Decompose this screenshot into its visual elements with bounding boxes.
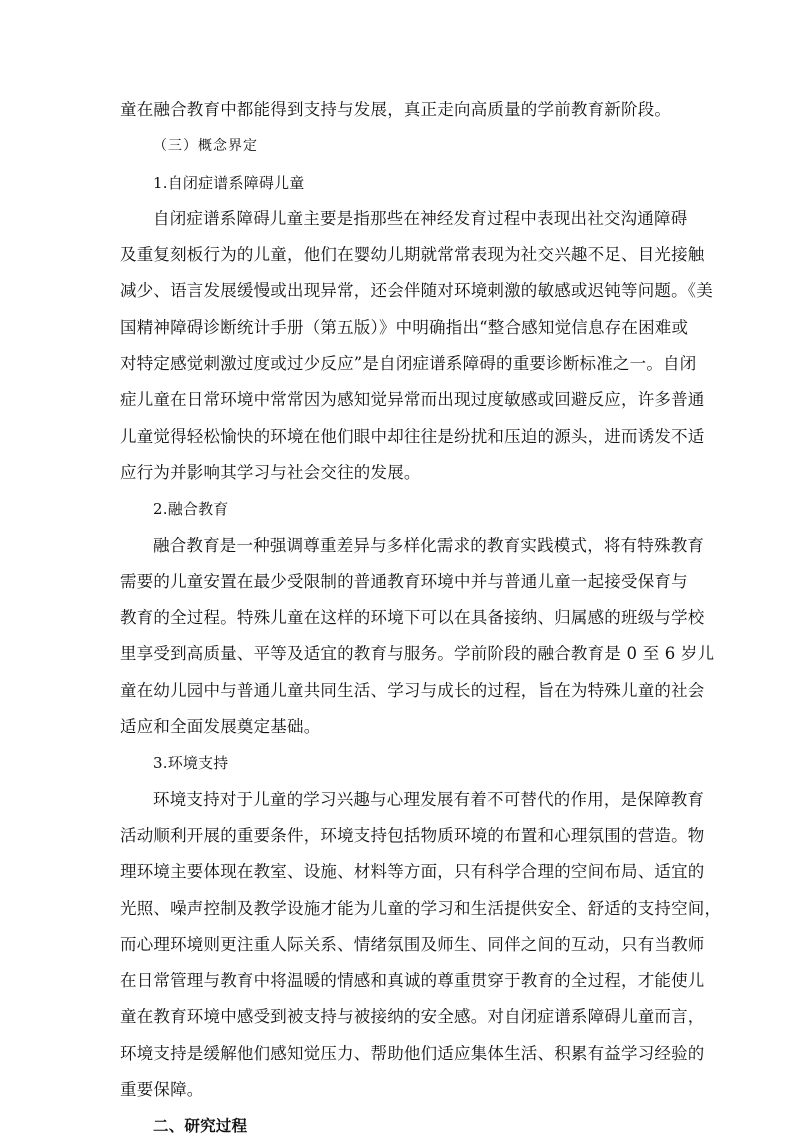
term-heading-inclusive-education: 2.融合教育: [153, 500, 229, 519]
paragraph-line: 在日常管理与教育中将温暖的情感和真诚的尊重贯穿于教育的全过程，才能使儿: [120, 971, 705, 991]
paragraph-line: 童在教育环境中感受到被支持与被接纳的安全感。对自闭症谱系障碍儿童而言，: [120, 1007, 705, 1027]
paragraph-line: 需要的儿童安置在最少受限制的普通教育环境中并与普通儿童一起接受保育与: [120, 571, 688, 591]
paragraph-line: 应行为并影响其学习与社会交往的发展。: [120, 462, 421, 482]
paragraph-line: 融合教育是一种强调尊重差异与多样化需求的教育实践模式，将有特殊教育: [153, 535, 705, 555]
paragraph-line: 对特定感觉刺激过度或过少反应”是自闭症谱系障碍的重要诊断标准之一。自闭: [120, 354, 697, 374]
term-heading-environment-support: 3.环境支持: [153, 754, 229, 773]
paragraph-line: 重要保障。: [120, 1080, 204, 1100]
paragraph-line: 国精神障碍诊断统计手册（第五版）》中明确指出“整合感知觉信息存在困难或: [120, 317, 689, 337]
paragraph-line: 活动顺利开展的重要条件，环境支持包括物质环境的布置和心理氛围的营造。物: [120, 825, 705, 845]
paragraph-line: 自闭症谱系障碍儿童主要是指那些在神经发育过程中表现出社交沟通障碍: [153, 208, 688, 228]
paragraph-line: 童在幼儿园中与普通儿童共同生活、学习与成长的过程，旨在为特殊儿童的社会: [120, 680, 705, 700]
paragraph-line: 儿童觉得轻松愉快的环境在他们眼中却往往是纷扰和压迫的源头，进而诱发不适: [120, 426, 705, 446]
paragraph-line: 而心理环境则更注重人际关系、情绪氛围及师生、同伴之间的互动，只有当教师: [120, 934, 705, 954]
paragraph-line: 教育的全过程。特殊儿童在这样的环境下可以在具备接纳、归属感的班级与学校: [120, 608, 705, 628]
paragraph-line: 理环境主要体现在教室、设施、材料等方面，只有科学合理的空间布局、适宜的: [120, 862, 705, 882]
paragraph-line: 减少、语言发展缓慢或出现异常，还会伴随对环境刺激的敏感或迟钝等问题。《美: [120, 281, 713, 301]
subsection-heading-concepts: （三）概念界定: [153, 138, 258, 155]
continuation-line: 童在融合教育中都能得到支持与发展，真正走向高质量的学前教育新阶段。: [120, 100, 672, 119]
term-heading-autism: 1.自闭症谱系障碍儿童: [153, 173, 305, 192]
body-text: [120, 92, 722, 1145]
section-heading-research-process: 二、研究过程: [153, 1117, 248, 1136]
paragraph-line: 适应和全面发展奠定基础。: [120, 717, 321, 737]
paragraph-line: 环境支持对于儿童的学习兴趣与心理发展有着不可替代的作用，是保障教育: [153, 789, 705, 809]
paragraph-line: 里享受到高质量、平等及适宜的教育与服务。学前阶段的融合教育是 0 至 6 岁儿: [120, 644, 715, 664]
paragraph-line: 光照、噪声控制及教学设施才能为儿童的学习和生活提供安全、舒适的支持空间，: [120, 898, 722, 918]
paragraph-line: 环境支持是缓解他们感知觉压力、帮助他们适应集体生活、积累有益学习经验的: [120, 1043, 705, 1063]
paragraph-line: 症儿童在日常环境中常常因为感知觉异常而出现过度敏感或回避反应，许多普通: [120, 390, 705, 410]
paragraph-line: 及重复刻板行为的儿童，他们在婴幼儿期就常常表现为社交兴趣不足、目光接触: [120, 245, 705, 265]
